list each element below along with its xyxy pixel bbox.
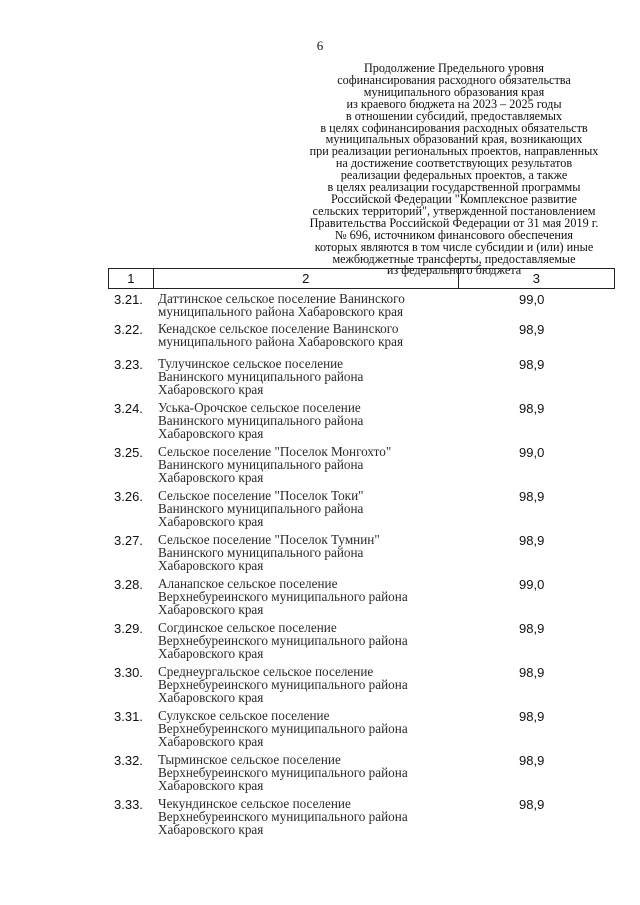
- municipality-name: [158, 622, 458, 660]
- municipality-name-line: Ванинского муниципального района: [158, 500, 364, 516]
- heading-line: межбюджетные трансферты, предоставляемые: [332, 251, 576, 266]
- column-header-value: 3: [459, 269, 615, 288]
- heading-line: из федерального бюджета: [386, 263, 522, 278]
- heading-line: Российской Федерации "Комплексное развитие: [331, 191, 577, 206]
- heading-line: муниципальных образований края, возникающих: [325, 132, 583, 147]
- row-number: 3.28.: [114, 577, 143, 592]
- heading-line: муниципального образования края: [363, 84, 545, 99]
- municipality-name-line: Хабаровского края: [158, 689, 264, 705]
- municipality-name-line: Сельское поселение "Поселок Тумнин": [158, 532, 380, 547]
- limit-value: 98,9: [519, 797, 545, 812]
- municipality-name-line: Хабаровского края: [158, 425, 264, 441]
- municipality-name-line: Хабаровского края: [158, 733, 264, 749]
- row-number: 3.21.: [114, 292, 143, 307]
- column-header-number: 1: [108, 269, 154, 288]
- municipality-name-line: Ванинского муниципального района: [158, 544, 364, 560]
- limit-value: 98,9: [519, 709, 545, 724]
- row-number: 3.23.: [114, 357, 143, 372]
- heading-line: сельских территорий", утвержденной постановлением: [312, 203, 596, 218]
- municipality-name-line: Сельское поселение "Поселок Монгохто": [158, 444, 392, 459]
- limit-value: 98,9: [519, 357, 545, 372]
- municipality-name-line: Ванинского муниципального района: [158, 456, 364, 472]
- municipality-name-line: Чекундинское сельское поселение: [158, 796, 351, 811]
- heading-line: в целях реализации государственной программы: [327, 180, 581, 195]
- municipality-name-line: Хабаровского края: [158, 601, 264, 617]
- municipality-name: [158, 358, 458, 396]
- municipality-name-line: Хабаровского края: [158, 513, 264, 529]
- document-heading: [296, 63, 612, 277]
- municipality-name-line: Даттинское сельское поселение Ванинского: [158, 291, 405, 306]
- municipality-name: [158, 666, 458, 704]
- limit-value: 98,9: [519, 489, 545, 504]
- municipality-name: [158, 402, 458, 440]
- municipality-name-line: Верхнебуреинского муниципального района: [158, 676, 408, 692]
- column-header-name: 2: [154, 269, 459, 288]
- municipality-name-line: Ванинского муниципального района: [158, 412, 364, 428]
- municipality-name-line: Хабаровского края: [158, 469, 264, 485]
- municipality-name-line: Верхнебуреинского муниципального района: [158, 764, 408, 780]
- municipality-name: [158, 293, 458, 319]
- municipality-name-line: Кенадское сельское поселение Ванинского: [158, 321, 399, 336]
- heading-line: реализации федеральных проектов, а также: [340, 168, 568, 183]
- heading-line: № 696, источником финансового обеспечения: [334, 227, 574, 242]
- limit-value: 98,9: [519, 322, 545, 337]
- municipality-name-line: Уська-Орочское сельское поселение: [158, 400, 361, 415]
- heading-line: Продолжение Предельного уровня: [363, 61, 545, 75]
- row-number: 3.33.: [114, 797, 143, 812]
- municipality-name: [158, 446, 458, 484]
- municipality-name-line: муниципального района Хабаровского края: [158, 303, 404, 319]
- municipality-name: [158, 578, 458, 616]
- municipality-name-line: Аланапское сельское поселение: [158, 576, 338, 591]
- municipality-name-line: Верхнебуреинского муниципального района: [158, 720, 408, 736]
- municipality-name-line: Верхнебуреинского муниципального района: [158, 632, 408, 648]
- municipality-name-line: Хабаровского края: [158, 557, 264, 573]
- municipality-name-line: Хабаровского края: [158, 777, 264, 793]
- municipality-name-line: Ванинского муниципального района: [158, 368, 364, 384]
- heading-line: софинансирования расходного обязательства: [337, 72, 571, 87]
- municipality-name: [158, 534, 458, 572]
- row-number: 3.25.: [114, 445, 143, 460]
- municipality-name-line: Хабаровского края: [158, 645, 264, 661]
- municipality-name: [158, 798, 458, 836]
- limit-value: 98,9: [519, 753, 545, 768]
- municipality-name: [158, 323, 458, 349]
- heading-line: Правительства Российской Федерации от 31 мая 2019 г.: [309, 215, 599, 230]
- limit-value: 99,0: [519, 292, 545, 307]
- row-number: 3.29.: [114, 621, 143, 636]
- limit-value: 98,9: [519, 401, 545, 416]
- municipality-name-line: Тырминское сельское поселение: [158, 752, 341, 767]
- page-number: 6: [316, 38, 324, 53]
- heading-line: из краевого бюджета на 2023 – 2025 годы: [346, 96, 562, 111]
- heading-line: в целях софинансирования расходных обязательств: [320, 120, 588, 135]
- municipality-name-line: Согдинское сельское поселение: [158, 620, 337, 635]
- heading-line: при реализации региональных проектов, направленных: [309, 144, 599, 159]
- heading-line: на достижение соответствующих результатов: [335, 156, 573, 171]
- municipality-name-line: Тулучинское сельское поселение: [158, 356, 344, 371]
- municipality-name-line: Хабаровского края: [158, 381, 264, 397]
- municipality-name: [158, 710, 458, 748]
- limit-value: 98,9: [519, 621, 545, 636]
- municipality-name-line: Сулукское сельское поселение: [158, 708, 330, 723]
- table-header-row: [108, 268, 615, 289]
- row-number: 3.32.: [114, 753, 143, 768]
- heading-line: в отношении субсидий, предоставляемых: [345, 108, 563, 123]
- row-number: 3.27.: [114, 533, 143, 548]
- heading-line: которых являются в том числе субсидии и (или) иные: [314, 239, 594, 254]
- row-number: 3.26.: [114, 489, 143, 504]
- municipality-name-line: Верхнебуреинского муниципального района: [158, 808, 408, 824]
- municipality-name-line: Хабаровского края: [158, 821, 264, 837]
- limit-value: 99,0: [519, 577, 545, 592]
- limit-value: 99,0: [519, 445, 545, 460]
- row-number: 3.31.: [114, 709, 143, 724]
- limit-value: 98,9: [519, 533, 545, 548]
- municipality-name-line: Сельское поселение "Поселок Токи": [158, 488, 364, 503]
- row-number: 3.22.: [114, 322, 143, 337]
- municipality-name-line: муниципального района Хабаровского края: [158, 333, 404, 349]
- municipality-name-line: Среднеургальское сельское поселение: [158, 664, 374, 679]
- limit-value: 98,9: [519, 665, 545, 680]
- row-number: 3.30.: [114, 665, 143, 680]
- municipality-name: [158, 754, 458, 792]
- limits-table: [108, 268, 615, 837]
- row-number: 3.24.: [114, 401, 143, 416]
- municipality-name: [158, 490, 458, 528]
- municipality-name-line: Верхнебуреинского муниципального района: [158, 588, 408, 604]
